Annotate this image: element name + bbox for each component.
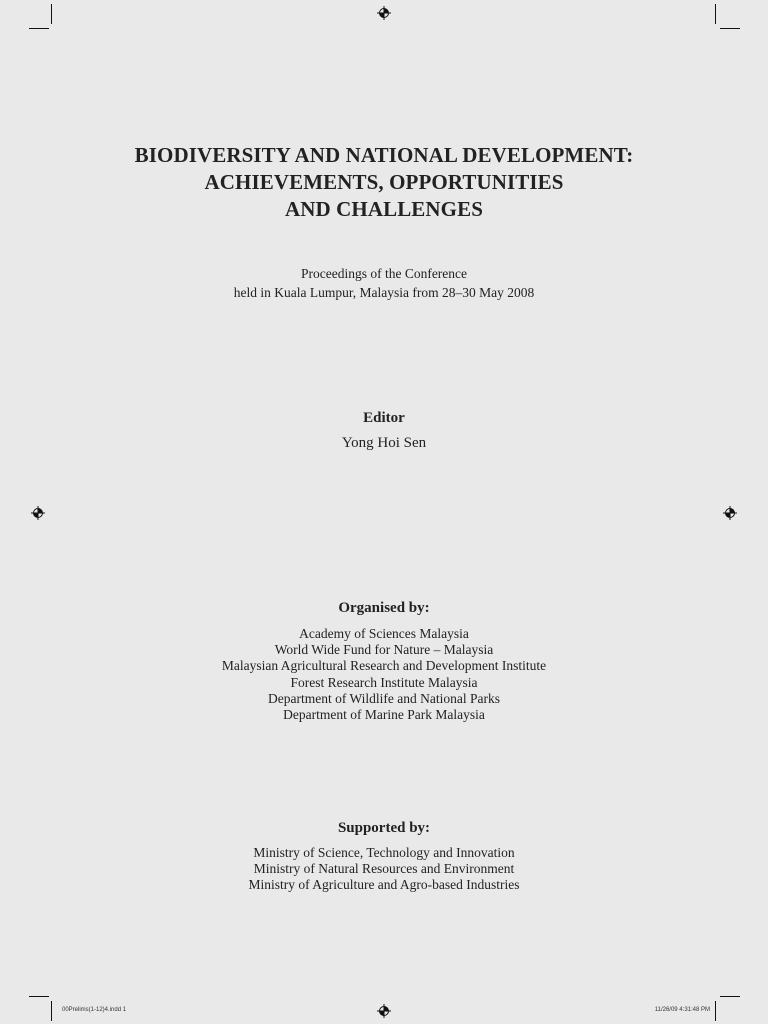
title-line: AND CHALLENGES	[284, 197, 484, 221]
registration-mark-icon	[377, 6, 391, 20]
registration-mark-icon	[377, 1004, 391, 1018]
supporter-item: Ministry of Agriculture and Agro-based Industries	[248, 877, 520, 893]
registration-mark-icon	[31, 506, 45, 520]
proceedings-note	[0, 264, 768, 302]
crop-mark-top-right-vertical	[715, 4, 716, 24]
crop-mark-bottom-right-horizontal	[720, 996, 740, 997]
supported-by-heading: Supported by:	[337, 820, 431, 836]
supporter-item: Ministry of Natural Resources and Environment	[253, 861, 515, 877]
title-line: BIODIVERSITY AND NATIONAL DEVELOPMENT:	[134, 143, 634, 167]
registration-mark-icon	[723, 506, 737, 520]
organiser-item: Malaysian Agricultural Research and Development Institute	[221, 658, 547, 674]
editor-heading: Editor	[363, 410, 405, 426]
organised-by-heading: Organised by:	[338, 600, 430, 616]
proceedings-line: held in Kuala Lumpur, Malaysia from 28–30 May 2008	[233, 285, 535, 300]
crop-mark-top-left-vertical	[51, 4, 52, 24]
crop-mark-top-right-horizontal	[720, 28, 740, 29]
title-line: ACHIEVEMENTS, OPPORTUNITIES	[204, 170, 564, 194]
supporters-list	[0, 845, 768, 894]
editor-name: Yong Hoi Sen	[341, 435, 427, 451]
organiser-item: Forest Research Institute Malaysia	[290, 674, 478, 690]
organisers-list	[0, 626, 768, 723]
supporter-item: Ministry of Science, Technology and Innovation	[253, 845, 515, 860]
crop-mark-top-left-horizontal	[29, 28, 49, 29]
crop-mark-bottom-left-horizontal	[29, 996, 49, 997]
proceedings-line: Proceedings of the Conference	[300, 266, 468, 281]
crop-mark-bottom-left-vertical	[51, 1001, 52, 1021]
slug-timestamp: 11/26/09 4:31:48 PM	[654, 1007, 710, 1013]
organiser-item: Department of Marine Park Malaysia	[283, 707, 485, 723]
organiser-item: Department of Wildlife and National Parks	[267, 690, 501, 706]
book-title	[0, 142, 768, 223]
organiser-item: Academy of Sciences Malaysia	[299, 626, 469, 641]
slug-file-name: 00Prelims(1-12)4.indd 1	[62, 1007, 127, 1013]
crop-mark-bottom-right-vertical	[715, 1001, 716, 1021]
organiser-item: World Wide Fund for Nature – Malaysia	[274, 642, 494, 658]
